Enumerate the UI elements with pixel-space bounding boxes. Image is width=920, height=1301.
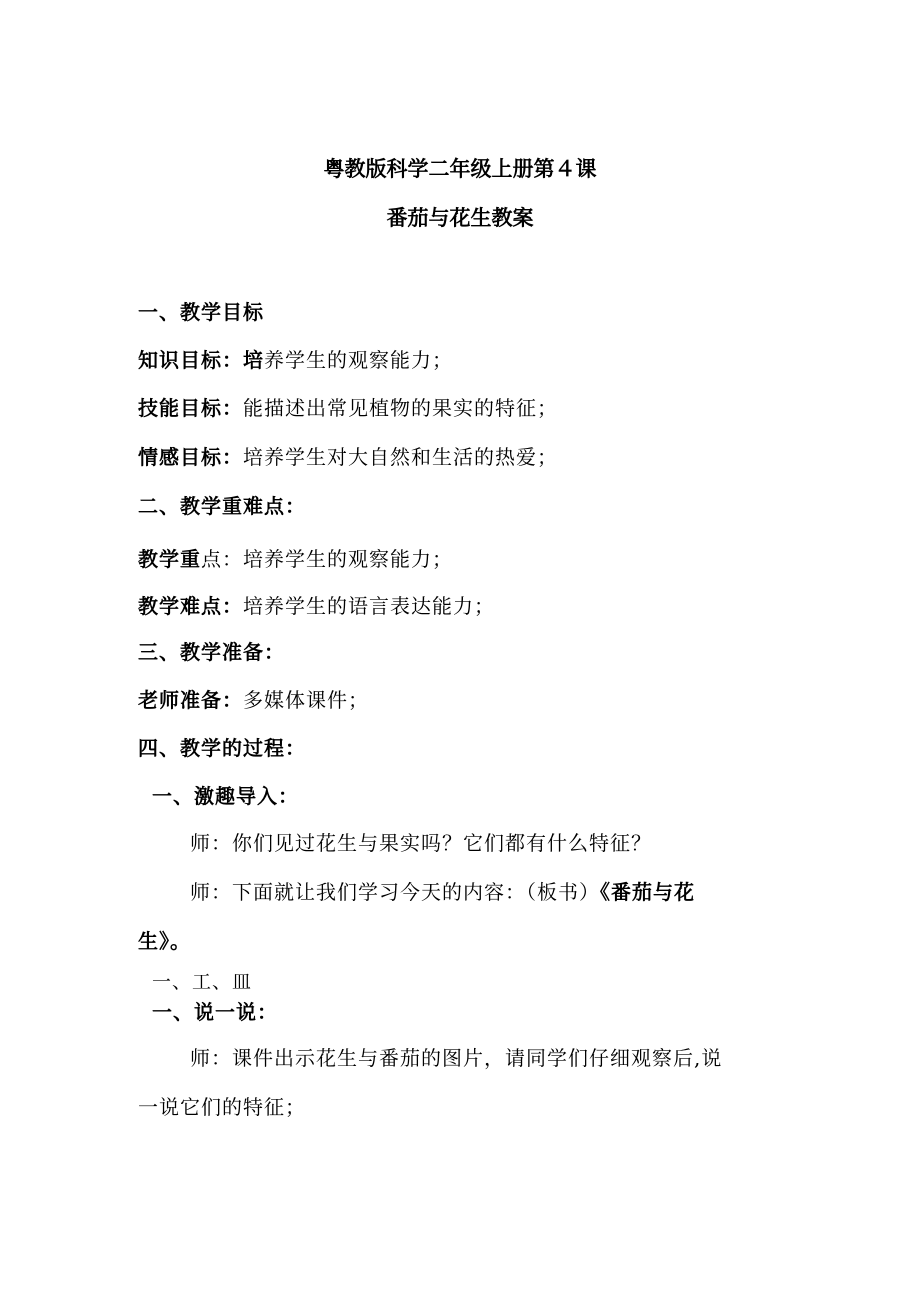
section-heading-key-points: 二、教学重难点： — [138, 494, 306, 518]
section-numbering: 一、工、皿 — [152, 971, 253, 993]
teacher-preparation-label: 老师准备： — [138, 688, 243, 712]
skill-goal — [138, 394, 558, 422]
talk-paragraph-1: 师：课件出示花生与番茄的图片，请同学们仔细观察后,说 — [190, 1046, 723, 1070]
intro-paragraph-2-text: 师：下面就让我们学习今天的内容：（板书） — [190, 880, 600, 904]
section-heading-process: 四、教学的过程： — [138, 736, 306, 760]
teaching-difficulty-text: 培养学生的语言表达能力； — [243, 594, 495, 618]
emotion-goal — [138, 443, 558, 471]
skill-goal-text: 能描述出常见植物的果实的特征； — [243, 396, 558, 420]
knowledge-goal-label: 知识目标：培 — [138, 348, 264, 372]
document-title-line1: 粤教版科学二年级上册第４课 — [323, 156, 597, 181]
skill-goal-label: 技能目标： — [138, 396, 243, 420]
knowledge-goal — [138, 346, 453, 374]
teacher-preparation-text: 多媒体课件； — [243, 688, 369, 712]
intro-paragraph-2-continued: 生》。 — [138, 929, 191, 953]
intro-paragraph-2 — [190, 878, 695, 906]
section-heading-goals: 一、教学目标 — [138, 300, 264, 324]
teaching-difficulty-label: 教学难点： — [138, 594, 243, 618]
subsection-heading-intro: 一、激趣导入： — [152, 784, 299, 808]
talk-paragraph-1-continued: 一说它们的特征； — [138, 1095, 306, 1119]
subsection-heading-talk: 一、说一说： — [152, 1000, 278, 1024]
emotion-goal-label: 情感目标： — [138, 445, 243, 469]
knowledge-goal-text: 养学生的观察能力； — [264, 348, 453, 372]
teacher-preparation — [138, 686, 369, 714]
teaching-difficulty — [138, 592, 495, 620]
teaching-focus-text: 点：培养学生的观察能力； — [201, 547, 453, 571]
teaching-focus — [138, 545, 453, 573]
teaching-focus-label: 教学重 — [138, 547, 201, 571]
emotion-goal-text: 培养学生对大自然和生活的热爱； — [243, 445, 558, 469]
intro-paragraph-2-lesson-title: 《番茄与花 — [600, 880, 695, 904]
intro-paragraph-1: 师：你们见过花生与果实吗？它们都有什么特征？ — [190, 831, 652, 855]
document-title-line2: 番茄与花生教案 — [386, 205, 534, 230]
section-heading-preparation: 三、教学准备： — [138, 640, 285, 664]
